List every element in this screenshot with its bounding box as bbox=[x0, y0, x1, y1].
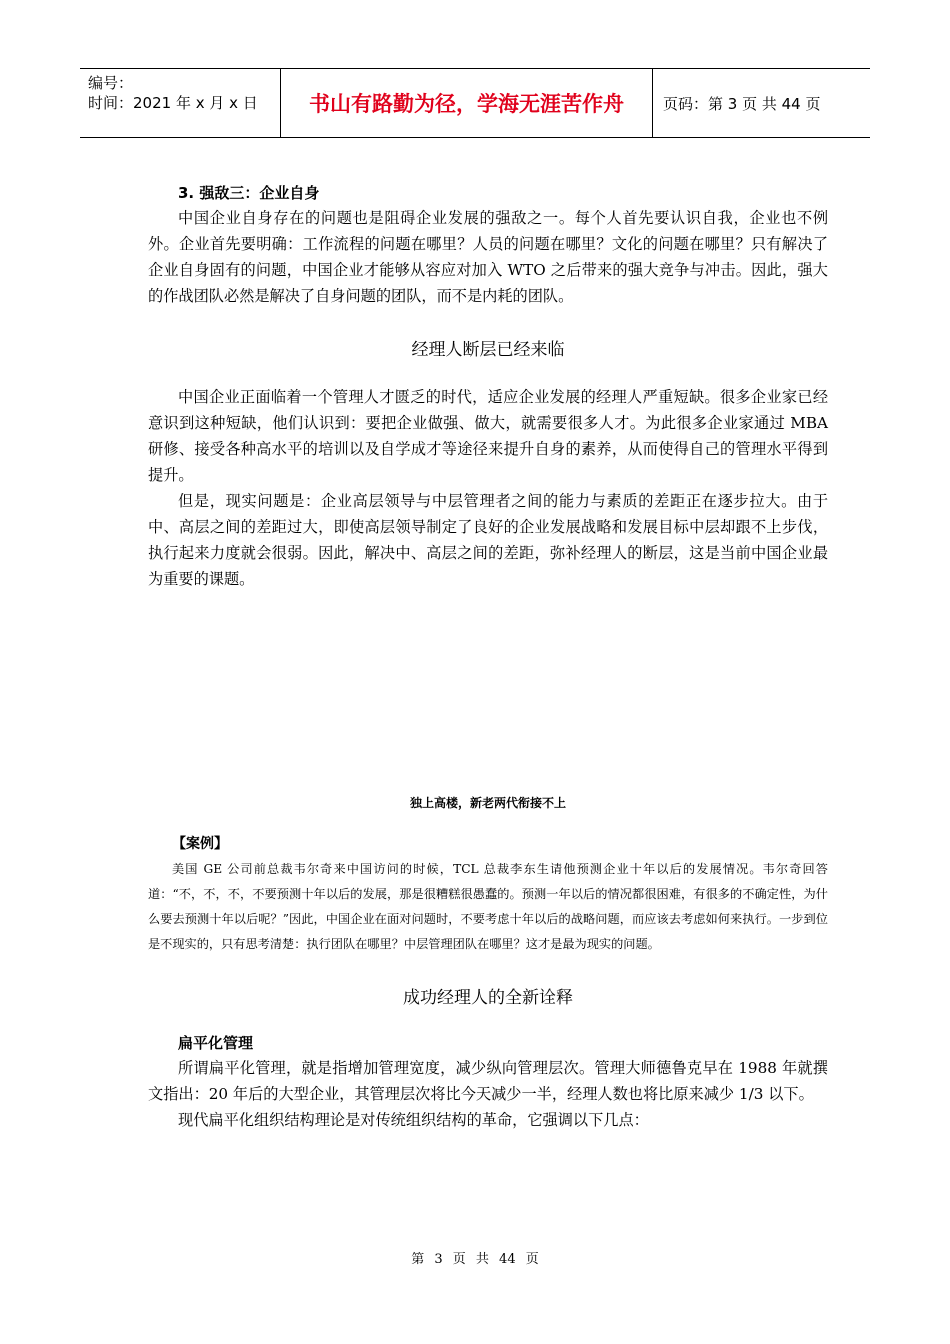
header-page-info: 页码：第 3 页 共 44 页 bbox=[663, 94, 821, 113]
doc-time-label: 时间：2021 年 x 月 x 日 bbox=[88, 94, 258, 112]
paragraph: 中国企业正面临着一个管理人才匮乏的时代，适应企业发展的经理人严重短缺。很多企业家已经意识到这种短缺，他们认识到：要把企业做强、做大，就需要很多人才。为此很多企业家通过 MBA 研修、接受各种高水平的培训以及自学成才等途径来提升自身的素养，从而使得自己的管理水平得到提升。 bbox=[148, 388, 828, 484]
case-label: 【案例】 bbox=[172, 836, 228, 852]
paragraph: 所谓扁平化管理，就是指增加管理宽度，减少纵向管理层次。管理大师德鲁克早在 1988 年就撰文指出：20 年后的大型企业，其管理层次将比今天减少一半，经理人数也将比原来减少 1/3 以下。 bbox=[148, 1059, 828, 1103]
subheading-flat-management: 扁平化管理 bbox=[178, 1034, 254, 1052]
case-paragraph: 美国 GE 公司前总裁韦尔奇来中国访问的时候，TCL 总裁李东生请他预测企业十年以后的发展情况。韦尔奇回答道：“不，不，不，不要预测十年以后的发展，那是很糟糕很愚蠢的。预测一年以后的情况都很困难，有很多的不确定性，为什么要去预测十年以后呢？”因此，中国企业在面对问题时，不要考虑十年以后的战略问题，而应该去考虑如何来执行。一步到位是不现实的，只有思考清楚：执行团队在哪里？中层管理团队在哪里？这才是最为现实的问题。 bbox=[148, 862, 828, 951]
section-title-new-interpretation: 成功经理人的全新诠释 bbox=[403, 988, 573, 1008]
paragraph: 现代扁平化组织结构理论是对传统组织结构的革命，它强调以下几点： bbox=[178, 1111, 649, 1129]
paragraph: 中国企业自身存在的问题也是阻碍企业发展的强敌之一。每个人首先要认识自我，企业也不例外。企业首先要明确：工作流程的问题在哪里？人员的问题在哪里？文化的问题在哪里？只有解决了企业自身固有的问题，中国企业才能够从容应对加入 WTO 之后带来的强大竞争与冲击。因此，强大的作战团队必然是解决了自身问题的团队，而不是内耗的团队。 bbox=[148, 209, 828, 305]
header-meta bbox=[80, 69, 281, 137]
page-header bbox=[80, 68, 870, 138]
doc-code-label: 编号： bbox=[88, 74, 134, 92]
subheading-enemy-three: 3. 强敌三：企业自身 bbox=[178, 184, 320, 202]
page-footer: 第 3 页 共 44 页 bbox=[411, 1252, 539, 1267]
section-title-generations: 独上高楼，新老两代衔接不上 bbox=[409, 796, 566, 810]
section-title-manager-gap: 经理人断层已经来临 bbox=[411, 340, 565, 360]
document-body bbox=[148, 182, 828, 1133]
paragraph: 但是，现实问题是：企业高层领导与中层管理者之间的能力与素质的差距正在逐步拉大。由于中、高层之间的差距过大，即使高层领导制定了良好的企业发展战略和发展目标中层却跟不上步伐，执行起来力度就会很弱。因此，解决中、高层之间的差距，弥补经理人的断层，这是当前中国企业最为重要的课题。 bbox=[148, 492, 828, 588]
header-motto: 书山有路勤为径，学海无涯苦作舟 bbox=[281, 69, 653, 137]
